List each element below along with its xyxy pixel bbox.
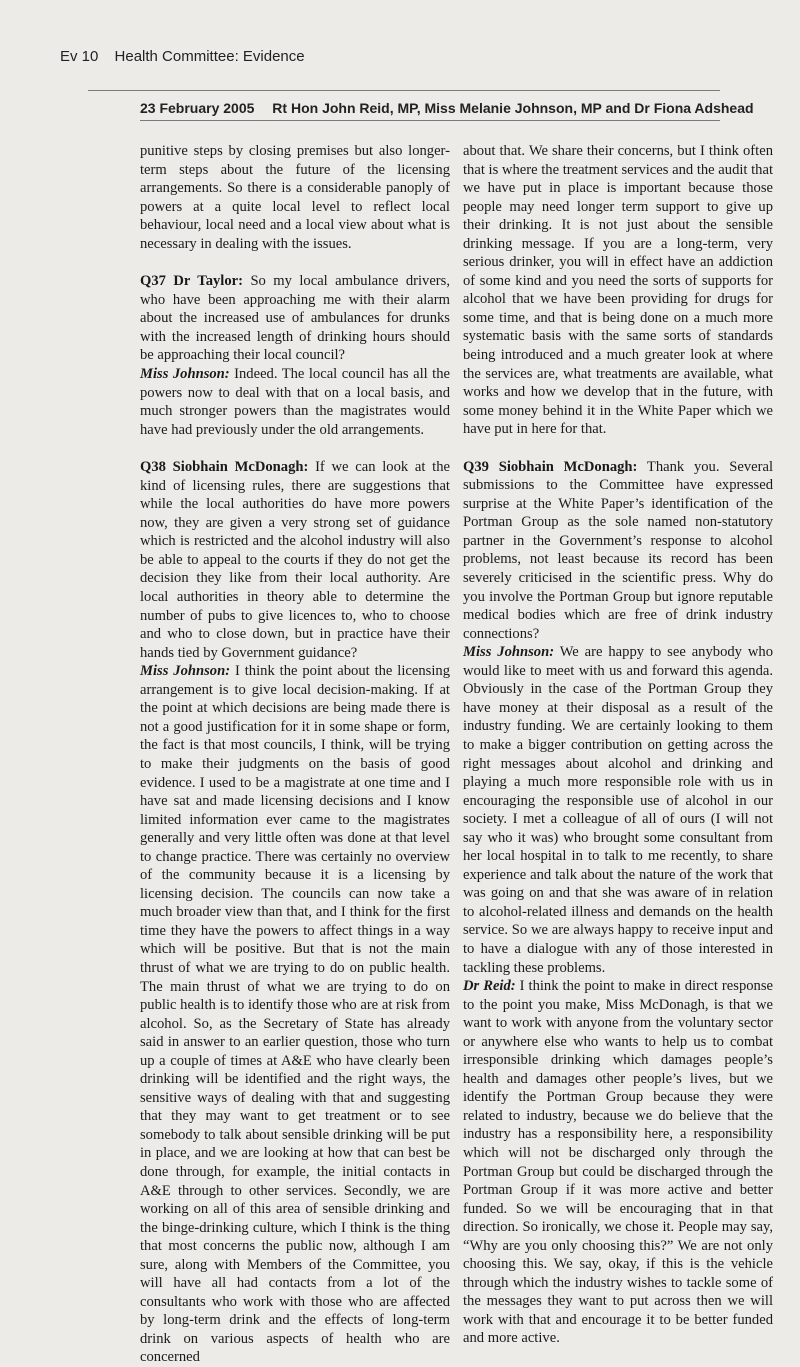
paragraph: punitive steps by closing premises but also longer-term steps about the future of the licensing arrangements. So there is a considerable panoply of powers at a quite local level to reflect local behaviour, local need and a local view about what is necessary in dealing with the issues. <box>140 143 450 252</box>
page-header <box>60 48 305 65</box>
paragraph: about that. We share their concerns, but I think often that is where the treatment services and the audit that we have put in place is important because those people may need longer term support to give up their drinking. It is not just about the sensible drinking message. If you are a long-term, very serious drinker, you will in effect have an addiction of some kind and you need the sorts of supports for alcohol that we have been providing for drugs for some time, and that is being done on a much more systematic basis with the same sorts of standards being introduced and a much greater look at where the services are, what treatments are available, what works and how we develop that in the future, with some money behind it in the White Paper which we have put in here for that. <box>463 143 774 438</box>
session-date: 23 February 2005 <box>140 100 255 116</box>
answer-39-reid <box>463 977 773 1348</box>
question-label: Q37 Dr Taylor: <box>140 273 243 290</box>
speaker-name: Miss Johnson: <box>140 366 230 383</box>
right-column <box>463 142 773 1348</box>
session-subheader <box>140 100 754 116</box>
answer-39 <box>463 643 773 977</box>
question-text: Thank you. Several submissions to the Committee have expressed surprise at the White Paper’s identification of the Portman Group as the sole named non-statutory partner in the Government’s response to alcohol problems, not least because its record has been severely criticised in the scientific press. Why do you involve the Portman Group but ignore reputable medical bodies which are free of drink industry connections? <box>463 458 773 642</box>
question-39 <box>463 458 773 643</box>
speaker-name: Miss Johnson: <box>463 644 555 661</box>
header-rule-top <box>88 90 720 91</box>
document-title: Health Committee: Evidence <box>114 48 305 65</box>
speaker-name: Miss Johnson: <box>140 663 231 680</box>
answer-text: I think the point to make in direct response to the point you make, Miss McDonagh, is that we want to work with anyone from the voluntary sector or anywhere else who wants to help us to combat irresponsible drinking which damages people’s health and damages other people’s lives, but we identify the Portman Group because they were related to industry, because we do believe that the industry has a responsibility here, a responsibility which will not be discharged only through the Portman Group but could be discharged through the Portman Group if it was more active and better funded. So we will be encouraging that in that direction. So ironically, we chose it. People may say, “Why are you only choosing this?” We are not only choosing this. We say, okay, if this is the vehicle through which the industry wishes to tackle some of the messages they want to put across then we will work with that and encourage it to be better funded and more active. <box>463 978 773 1347</box>
left-column <box>140 142 450 1367</box>
question-label: Q39 Siobhain McDonagh: <box>463 458 638 475</box>
answer-text: Indeed. The local council has all the powers now to deal with that on a local basis, and much stronger powers than the magistrates would have had previously under the old arrangements. <box>140 366 450 438</box>
answer-text: I think the point about the licensing arrangement is to give local decision-making. If at the point at which decisions are being made there is not a good justification for it in some shape or form, the fact is that most councils, I think, will be trying to make their judgments on the basis of good evidence. I used to be a magistrate at one time and I have sat and made licensing decisions and I know limited information ever came to the magistrates generally and very little often was done at that level to change practice. There was certainly no overview of the community because it is a licensing by licensing decision. The councils can now take a much broader view than that, and I think for the first time they have the powers to affect things in a way which will be positive. But that is not the main thrust of what we are trying to do on public health. The main thrust of what we are trying to do on public health is to identify those who are at risk from alcohol. So, as the Secretary of State has already said in answer to an earlier question, those who turn up a couple of times at A&E who have clearly been drinking will be identified and the right ways, the sensitive ways of dealing with that and suggesting that they may want to get treatment or to see somebody to talk about sensible drinking will be put in place, and we are looking at how that can best be done through, for example, the initial contacts in A&E through to other services. Secondly, we are working on all of this area of sensible drinking and the binge-drinking culture, which I think is the thing that most concerns the public now, although I am sure, along with Members of the Committee, you will have all had contacts from a lot of the consultants who work with those who are affected by long-term drink and the effects of long-term drink on various aspects of health who are concerned <box>140 663 450 1366</box>
question-text: If we can look at the kind of licensing rules, there are suggestions that while the local authorities do have more powers now, they are given a very strong set of guidance which is restricted and the alcohol industry will also be able to appeal to the courts if they do not get the decision they like from their local authority. Are local authorities in theory able to determine the number of pubs to give licences to, who to choose and who to close down, but in practice have their hands tied by Government guidance? <box>140 459 450 661</box>
evidence-page-ref: Ev 10 <box>60 48 99 65</box>
question-label: Q38 Siobhain McDonagh: <box>140 459 309 476</box>
question-text: So my local ambulance drivers, who have been approaching me with their alarm about the increased use of ambulances for drunks with the increased length of drinking hours should be approaching their local council? <box>140 273 450 364</box>
witness-list: Rt Hon John Reid, MP, Miss Melanie Johnson, MP and Dr Fiona Adshead <box>272 100 754 116</box>
answer-38 <box>140 662 450 1367</box>
question-38 <box>140 458 450 662</box>
question-37 <box>140 272 450 365</box>
answer-37 <box>140 365 450 439</box>
header-rule-bottom <box>140 120 720 121</box>
speaker-name: Dr Reid: <box>463 978 516 995</box>
answer-text: We are happy to see anybody who would like to meet with us and forward this agenda. Obviously in the case of the Portman Group they have money at their disposal as a result of the industry funding. We are certainly looking to them to make a bigger contribution on getting across the right messages about alcohol and drinking and playing a much more responsible role with us in encouraging the responsible use of alcohol in our society. I met a colleague of all of ours (I will not say who it was) who brought some consultant from her local hospital in to talk to me recently, to share experience and talk about the nature of the work that was going on and that she was aware of in relation to alcohol-related illness and demands on the health service. So we are always happy to receive input and to have a dialogue with any of those interested in tackling these problems. <box>463 644 773 976</box>
